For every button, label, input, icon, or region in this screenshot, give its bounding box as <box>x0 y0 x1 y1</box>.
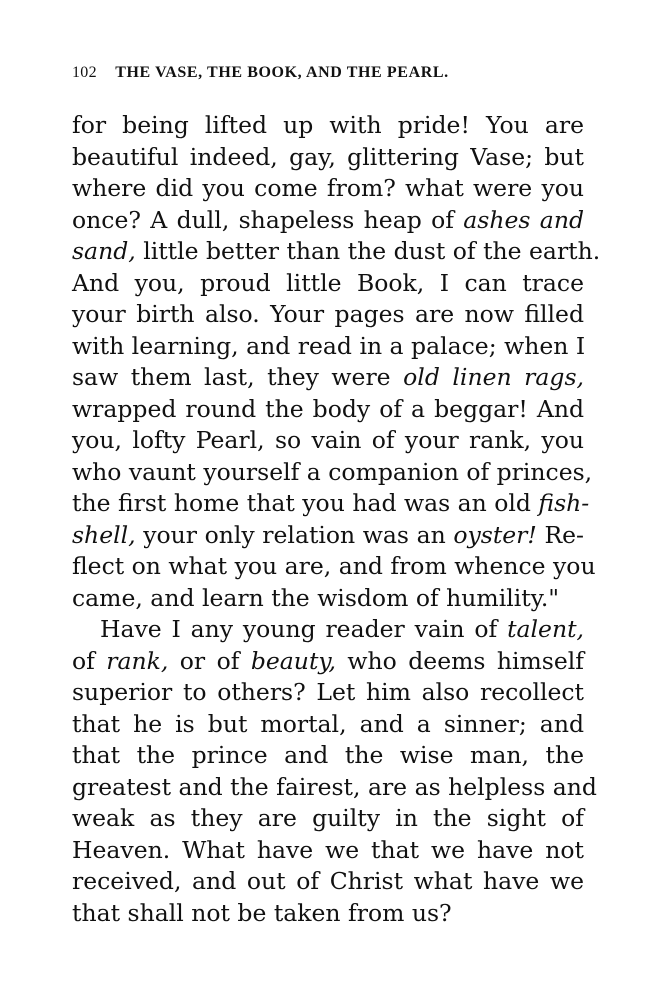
text-line <box>72 394 584 426</box>
text-line <box>72 110 584 142</box>
text-run: came, and learn the wisdom of humility." <box>72 583 560 612</box>
italic-run: shell, <box>72 520 136 549</box>
text-line <box>72 173 584 205</box>
text-line <box>72 551 596 583</box>
running-title: THE VASE, THE BOOK, AND THE PEARL. <box>115 64 449 81</box>
text-line <box>72 425 584 457</box>
text-line <box>72 268 584 300</box>
text-run: where did you come from? what were you <box>72 174 584 202</box>
text-run: Re- <box>536 520 585 549</box>
running-head <box>72 64 582 88</box>
text-line <box>72 614 584 646</box>
text-run: the first home that you had was an old <box>72 489 539 517</box>
text-line <box>72 457 593 489</box>
text-line <box>72 898 584 930</box>
text-run: your only relation was an <box>135 520 454 549</box>
text-run: with learning, and read in a palace; when I <box>72 331 586 360</box>
text-run: who vaunt yourself a companion of princes, <box>72 457 593 486</box>
text-line <box>72 488 590 520</box>
text-line <box>72 866 584 898</box>
italic-run: sand, <box>72 237 136 265</box>
italic-run: beauty, <box>250 646 337 675</box>
text-run: that the prince and the wise man, the <box>72 741 584 769</box>
italic-run: ashes and <box>463 205 584 234</box>
italic-run: fish- <box>538 489 590 517</box>
text-run: weak as they are guilty in the sight of <box>72 804 584 832</box>
text-run: beautiful indeed, gay, glittering Vase; but <box>72 142 584 171</box>
text-line <box>72 709 584 741</box>
text-line <box>72 646 584 678</box>
text-line <box>72 142 584 174</box>
text-line <box>72 740 584 772</box>
text-run: you, lofty Pearl, so vain of your rank, you <box>72 426 584 454</box>
text-run: Have I any young reader vain of <box>100 615 508 643</box>
text-run: or of <box>168 646 251 675</box>
text-run: little better than the dust of the earth. <box>135 237 601 265</box>
text-line <box>72 772 597 804</box>
text-run: of <box>72 646 107 675</box>
text-line <box>72 236 601 268</box>
text-run: received, and out of Christ what have we <box>72 867 584 895</box>
text-run: your birth also. Your pages are now filled <box>72 300 584 328</box>
text-run: for being lifted up with pride! You are <box>72 111 584 139</box>
body-text <box>72 110 601 929</box>
text-run: And you, proud little Book, I can trace <box>72 268 584 297</box>
italic-run: rank, <box>106 646 169 675</box>
text-line <box>72 803 584 835</box>
text-run: Heaven. What have we that we have not <box>72 835 584 864</box>
text-line <box>72 677 584 709</box>
text-line <box>72 331 584 363</box>
text-run: who deems himself <box>336 646 584 675</box>
text-run: that he is but mortal, and a sinner; and <box>72 709 584 738</box>
text-run: wrapped round the body of a beggar! And <box>72 394 584 423</box>
text-run: saw them last, they were <box>72 363 404 391</box>
text-line <box>72 835 584 867</box>
italic-run: old linen rags, <box>403 363 584 391</box>
italic-run: talent, <box>507 615 584 643</box>
text-line <box>72 299 584 331</box>
text-line <box>72 520 584 552</box>
text-line <box>72 205 584 237</box>
text-run: superior to others? Let him also recollect <box>72 678 584 706</box>
text-run: flect on what you are, and from whence you <box>72 552 596 580</box>
text-run: once? A dull, shapeless heap of <box>72 205 464 234</box>
text-line <box>72 583 584 615</box>
text-line <box>72 362 584 394</box>
text-run: that shall not be taken from us? <box>72 898 452 927</box>
page-number: 102 <box>72 64 97 81</box>
italic-run: oyster! <box>453 520 537 549</box>
text-run: greatest and the fairest, are as helpless and <box>72 772 597 801</box>
